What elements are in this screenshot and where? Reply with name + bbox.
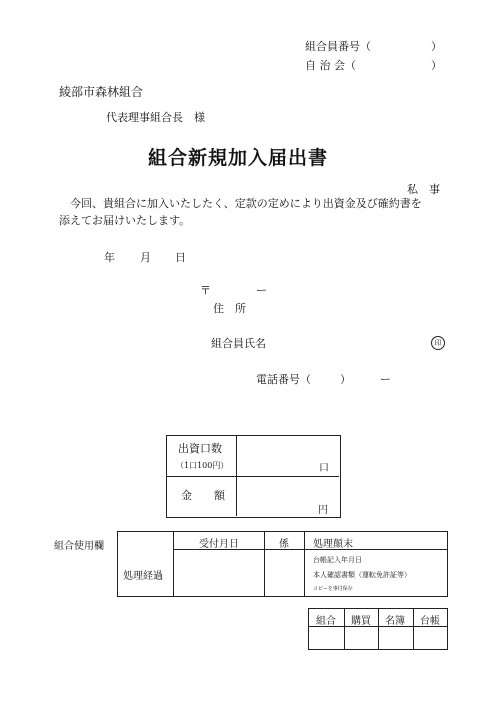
stamp-table xyxy=(308,608,448,650)
disposition-header: 処理顛末 xyxy=(313,539,353,550)
date-day: 日 xyxy=(175,251,186,264)
shares-note: （1口100円） xyxy=(176,461,229,470)
phone-dash: ー xyxy=(380,373,391,386)
postal-mark: 〒 xyxy=(200,284,211,297)
amount-label: 金 額 xyxy=(181,489,225,502)
addressee-org: 綾部市森林組合 xyxy=(59,85,144,99)
name-label: 組合員氏名 xyxy=(211,337,266,350)
stamp-label-roster: 名簿 xyxy=(385,616,405,627)
phone-label: 電話番号（ xyxy=(256,373,311,386)
received-date-header: 受付月日 xyxy=(199,539,239,550)
investment-table xyxy=(166,435,341,518)
address-label: 住 所 xyxy=(213,302,246,315)
date-year: 年 xyxy=(104,251,115,264)
body-line-2: 添えてお届けいたします。 xyxy=(59,214,191,227)
stamp-label-ledger: 台帳 xyxy=(420,616,440,627)
body-line-1: 今回、貴組合に加入いたしたく、定款の定めにより出資金及び確約書を xyxy=(59,197,422,210)
date-month: 月 xyxy=(140,251,151,264)
shares-unit: 口 xyxy=(319,463,329,474)
disposition-item-1: 台帳記入年月日 xyxy=(313,556,362,564)
postal-dash: ー xyxy=(256,284,267,297)
association-close: ） xyxy=(431,59,442,72)
process-label: 処理経過 xyxy=(123,571,163,582)
shares-label: 出資口数 xyxy=(178,442,222,455)
addressee-recipient: 代表理事組合長 様 xyxy=(106,111,205,124)
seal-mark: 印 xyxy=(431,336,445,350)
document-title: 組合新規加入届出書 xyxy=(148,147,329,169)
association-label: 自 治 会（ xyxy=(305,59,356,72)
stamp-label-association: 組合 xyxy=(316,616,336,627)
stamp-label-purchasing: 購買 xyxy=(351,616,371,627)
office-use-table xyxy=(117,531,448,597)
phone-close: ） xyxy=(340,373,351,386)
private-mark: 私 事 xyxy=(407,183,440,196)
member-number-close: ） xyxy=(431,40,442,53)
member-number-label: 組合員番号（ xyxy=(305,40,371,53)
disposition-item-2: 本人確認書類（運転免許証等） xyxy=(313,571,411,579)
disposition-item-3: コピーを事付保存 xyxy=(313,586,353,592)
amount-unit: 円 xyxy=(318,505,328,516)
staff-header: 係 xyxy=(279,539,289,550)
office-use-label: 組合使用欄 xyxy=(54,541,104,552)
